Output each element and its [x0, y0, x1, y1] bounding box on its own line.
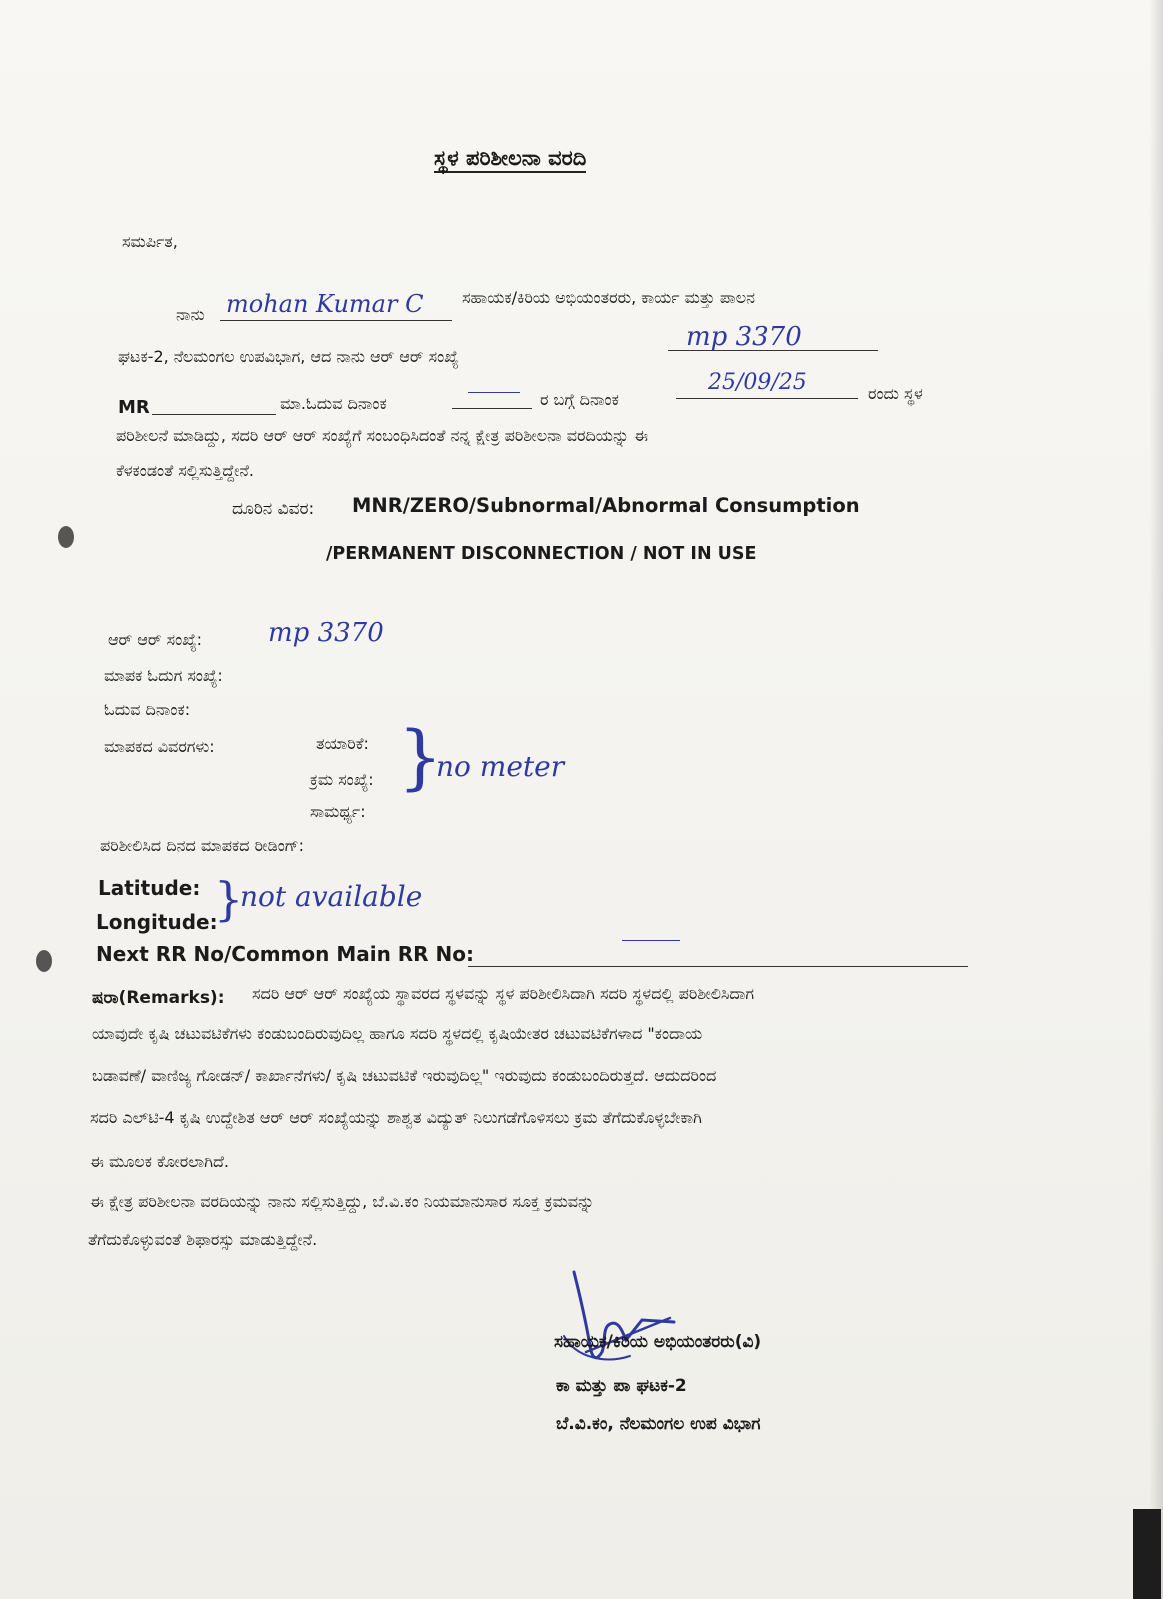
handwritten-date: 25/09/25	[708, 370, 807, 395]
reading-date-label: ಓದುವ ದಿನಾಂಕ:	[104, 700, 191, 719]
intro-line5: ಕೆಳಕಂಡಂತೆ ಸಲ್ಲಿಸುತ್ತಿದ್ದೇನೆ.	[116, 461, 254, 480]
punch-hole	[58, 526, 74, 548]
remarks-line4: ಸದರಿ ಎಲ್‌ಟಿ-4 ಕೃಷಿ ಉದ್ದೇಶಿತ ಆರ್ ಆರ್ ಸಂಖ್ಯೆಯನ್ನು ಶಾಶ್ವತ ವಿದ್ಯುತ್ ನಿಲುಗಡೆಗೊಳಿಸಲು ಕ್ರಮ ತೆಗೆದುಕೊಳ್ಳಬೇಕಾಗಿ	[90, 1108, 702, 1127]
complaint-label: ದೂರಿನ ವಿವರ:	[232, 499, 315, 519]
handwritten-name: mohan Kumar C	[226, 290, 424, 318]
mr-underline	[152, 414, 276, 415]
page-title: ಸ್ಥಳ ಪರಿಶೀಲನಾ ವರದಿ	[434, 148, 586, 173]
handwritten-not-available: not available	[240, 880, 423, 913]
handwritten-rr-number: mp 3370	[686, 322, 802, 352]
rr-number-label: ಆರ್ ಆರ್ ಸಂಖ್ಯೆ:	[108, 630, 203, 649]
salutation: ಸಮರ್ಪಿತ,	[122, 232, 178, 251]
intro-line3-end: ರಂದು ಸ್ಥಳ	[868, 384, 923, 403]
signatory-designation: ಸಹಾಯಕ/ಕಿರಿಯ ಅಭಿಯಂತರರು(ವಿ)	[554, 1332, 762, 1352]
remarks-line5: ಈ ಮೂಲಕ ಕೋರಲಾಗಿದೆ.	[90, 1152, 230, 1171]
signatory-unit: ಕಾ ಮತ್ತು ಪಾ ಘಟಕ-2	[556, 1376, 687, 1396]
handwritten-dash-2	[622, 940, 680, 941]
handwritten-no-meter: no meter	[436, 750, 565, 783]
remarks-line7: ತೆಗೆದುಕೊಳ್ಳುವಂತೆ ಶಿಫಾರಸ್ಸು ಮಾಡುತ್ತಿದ್ದೇನೆ.	[88, 1230, 318, 1249]
signature-scribble	[546, 1266, 696, 1376]
latitude-label: Latitude:	[98, 876, 201, 900]
complaint-types-cont: /PERMANENT DISCONNECTION / NOT IN USE	[326, 544, 757, 564]
remarks-line2: ಯಾವುದೇ ಕೃಷಿ ಚಟುವಟಿಕೆಗಳು ಕಂಡುಬಂದಿರುವುದಿಲ್ಲ ಹಾಗೂ ಸದರಿ ಸ್ಥಳದಲ್ಲಿ ಕೃಷಿಯೇತರ ಚಟುವಟಿಕೆಗಳಾದ "ಕಂದಾಯ	[92, 1024, 703, 1043]
intro-line1-suffix: ಸಹಾಯಕ/ಕಿರಿಯ ಅಭಿಯಂತರರು, ಕಾರ್ಯ ಮತ್ತು ಪಾಲನ	[462, 288, 756, 307]
meter-reader-label: ಮಾಪಕ ಓದುಗ ಸಂಖ್ಯೆ:	[104, 666, 223, 685]
capacity-label: ಸಾಮರ್ಥ್ಯ:	[310, 802, 366, 821]
date-underline	[676, 398, 858, 399]
handwritten-brace-2: }	[214, 872, 244, 926]
remarks-line1: ಸದರಿ ಆರ್ ಆರ್ ಸಂಖ್ಯೆಯ ಸ್ಥಾವರದ ಸ್ಥಳವನ್ನು ಸ್ಥಳ ಪರಿಶೀಲಿಸಿದಾಗಿ ಸದರಿ ಸ್ಥಳದಲ್ಲಿ ಪರಿಶೀಲಿಸಿದಾಗ	[252, 984, 755, 1003]
intro-line4: ಪರಿಶೀಲನೆ ಮಾಡಿದ್ದು, ಸದರಿ ಆರ್ ಆರ್ ಸಂಖ್ಯೆಗೆ ಸಂಬಂಧಿಸಿದಂತೆ ನನ್ನ ಕ್ಷೇತ್ರ ಪರಿಶೀಲನಾ ವರದಿಯನ್ನು ಈ	[116, 426, 649, 445]
longitude-label: Longitude:	[96, 910, 218, 934]
remarks-label: ಷರಾ(Remarks):	[92, 988, 225, 1008]
regarding-date-text: ರ ಬಗ್ಗೆ ದಿನಾಂಕ	[540, 390, 619, 409]
next-rr-underline	[468, 966, 968, 967]
remarks-line3: ಬಡಾವಣೆ/ ವಾಣಿಜ್ಯ ಗೋಡನ್/ ಕಾರ್ಖಾನೆಗಳು/ ಕೃಷಿ ಚಟುವಟಿಕೆ ಇರುವುದಿಲ್ಲ" ಇರುವುದು ಕಂಡುಬಂದಿರುತ್ತದೆ. ಆದುದರಿಂದ	[92, 1066, 717, 1085]
reading-date-underline	[452, 408, 532, 409]
reading-date-text: ಮಾ.ಓದುವ ದಿನಾಂಕ	[280, 394, 387, 413]
signatory-office: ಬೆ.ವಿ.ಕಂ, ನೆಲಮಂಗಲ ಉಪ ವಿಭಾಗ	[556, 1414, 761, 1434]
handwritten-rr-field: mp 3370	[268, 618, 384, 648]
handwritten-dash	[468, 392, 520, 393]
serial-label: ಕ್ರಮ ಸಂಖ್ಯೆ:	[310, 770, 374, 789]
intro-line2: ಘಟಕ-2, ನೆಲಮಂಗಲ ಉಪವಿಭಾಗ, ಆದ ನಾನು ಆರ್ ಆರ್ ಸಂಖ್ಯೆ	[118, 347, 459, 366]
make-label: ತಯಾರಿಕೆ:	[316, 734, 369, 753]
meter-details-label: ಮಾಪಕದ ವಿವರಗಳು:	[104, 737, 215, 756]
punch-hole	[36, 950, 52, 972]
name-underline	[220, 320, 452, 321]
binder-mark	[1133, 1509, 1161, 1599]
page-edge-shadow	[1149, 0, 1163, 1599]
mr-label: MR	[118, 397, 150, 418]
handwritten-brace: }	[398, 716, 443, 798]
remarks-line6: ಈ ಕ್ಷೇತ್ರ ಪರಿಶೀಲನಾ ವರದಿಯನ್ನು ನಾನು ಸಲ್ಲಿಸುತ್ತಿದ್ದು, ಬೆ.ವಿ.ಕಂ ನಿಯಮಾನುಸಾರ ಸೂಕ್ತ ಕ್ರಮವನ್ನು	[90, 1192, 595, 1211]
next-rr-label: Next RR No/Common Main RR No:	[96, 942, 475, 966]
reading-on-inspection-label: ಪರಿಶೀಲಿಸಿದ ದಿನದ ಮಾಪಕದ ರೀಡಿಂಗ್:	[100, 836, 305, 855]
intro-prefix: ನಾನು	[176, 305, 205, 324]
complaint-types: MNR/ZERO/Subnormal/Abnormal Consumption	[352, 494, 860, 517]
